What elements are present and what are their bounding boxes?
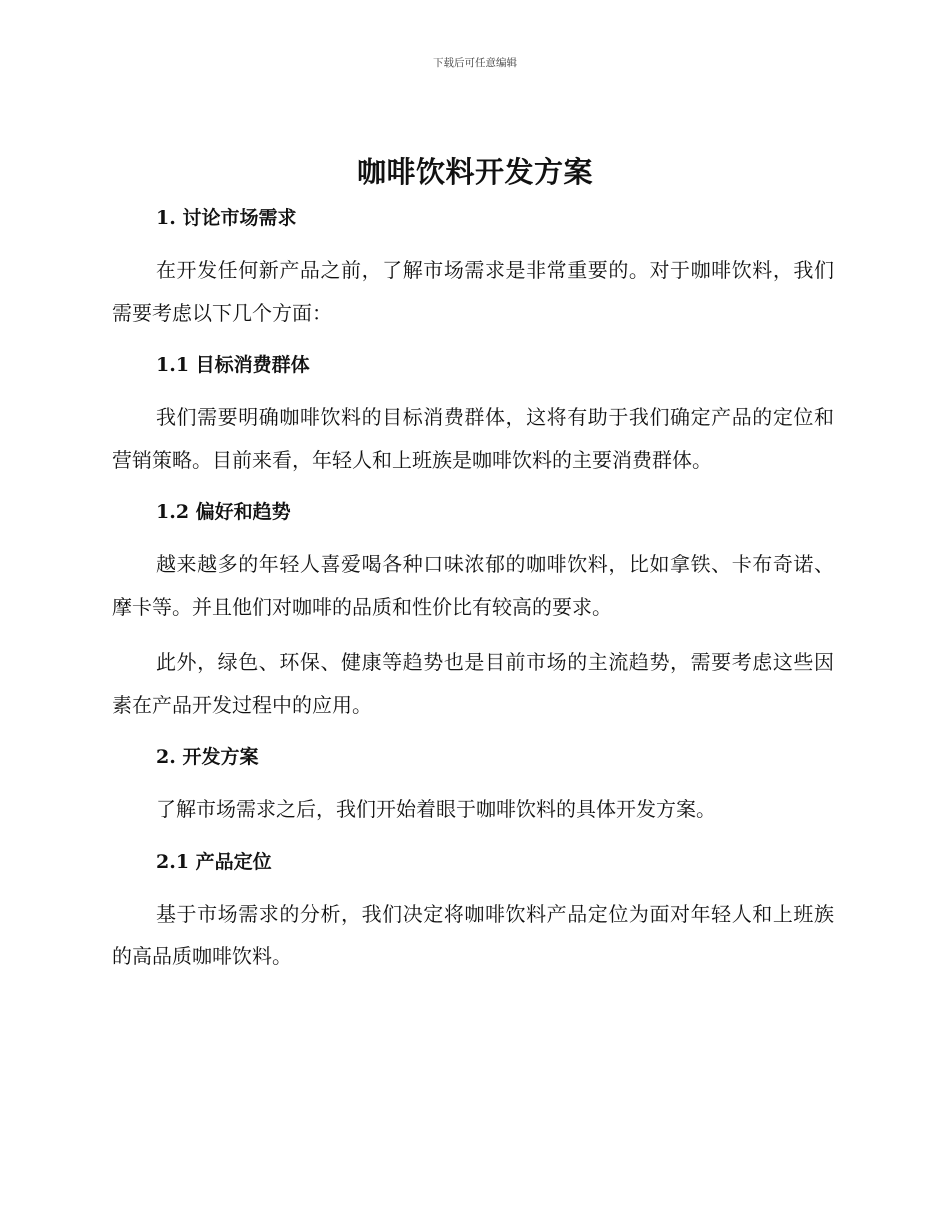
section-1-paragraph: 在开发任何新产品之前，了解市场需求是非常重要的。对于咖啡饮料，我们需要考虑以下几个方面： — [112, 258, 834, 325]
document-title: 咖啡饮料开发方案 — [356, 155, 593, 189]
section-1-2-paragraph-1: 越来越多的年轻人喜爱喝各种口味浓郁的咖啡饮料，比如拿铁、卡布奇诺、摩卡等。并且他们对咖啡的品质和性价比有较高的要求。 — [112, 552, 834, 619]
section-1-1-heading: 1.1 目标消费群体 — [156, 354, 310, 376]
section-2-1-paragraph: 基于市场需求的分析，我们决定将咖啡饮料产品定位为面对年轻人和上班族的高品质咖啡饮料。 — [112, 901, 834, 968]
header-note: 下载后可任意编辑 — [433, 57, 517, 69]
section-2-1-heading: 2.1 产品定位 — [156, 850, 272, 873]
section-2-paragraph: 了解市场需求之后，我们开始着眼于咖啡饮料的具体开发方案。 — [156, 797, 716, 821]
document-body — [112, 200, 834, 978]
section-1-2-heading: 1.2 偏好和趋势 — [156, 501, 291, 523]
section-1-1-paragraph: 我们需要明确咖啡饮料的目标消费群体，这将有助于我们确定产品的定位和营销策略。目前来看，年轻人和上班族是咖啡饮料的主要消费群体。 — [112, 405, 834, 472]
section-2-heading: 2. 开发方案 — [156, 746, 259, 768]
section-1-2-paragraph-2: 此外，绿色、环保、健康等趋势也是目前市场的主流趋势，需要考虑这些因素在产品开发过程中的应用。 — [112, 650, 834, 717]
section-1-heading: 1. 讨论市场需求 — [156, 207, 297, 229]
